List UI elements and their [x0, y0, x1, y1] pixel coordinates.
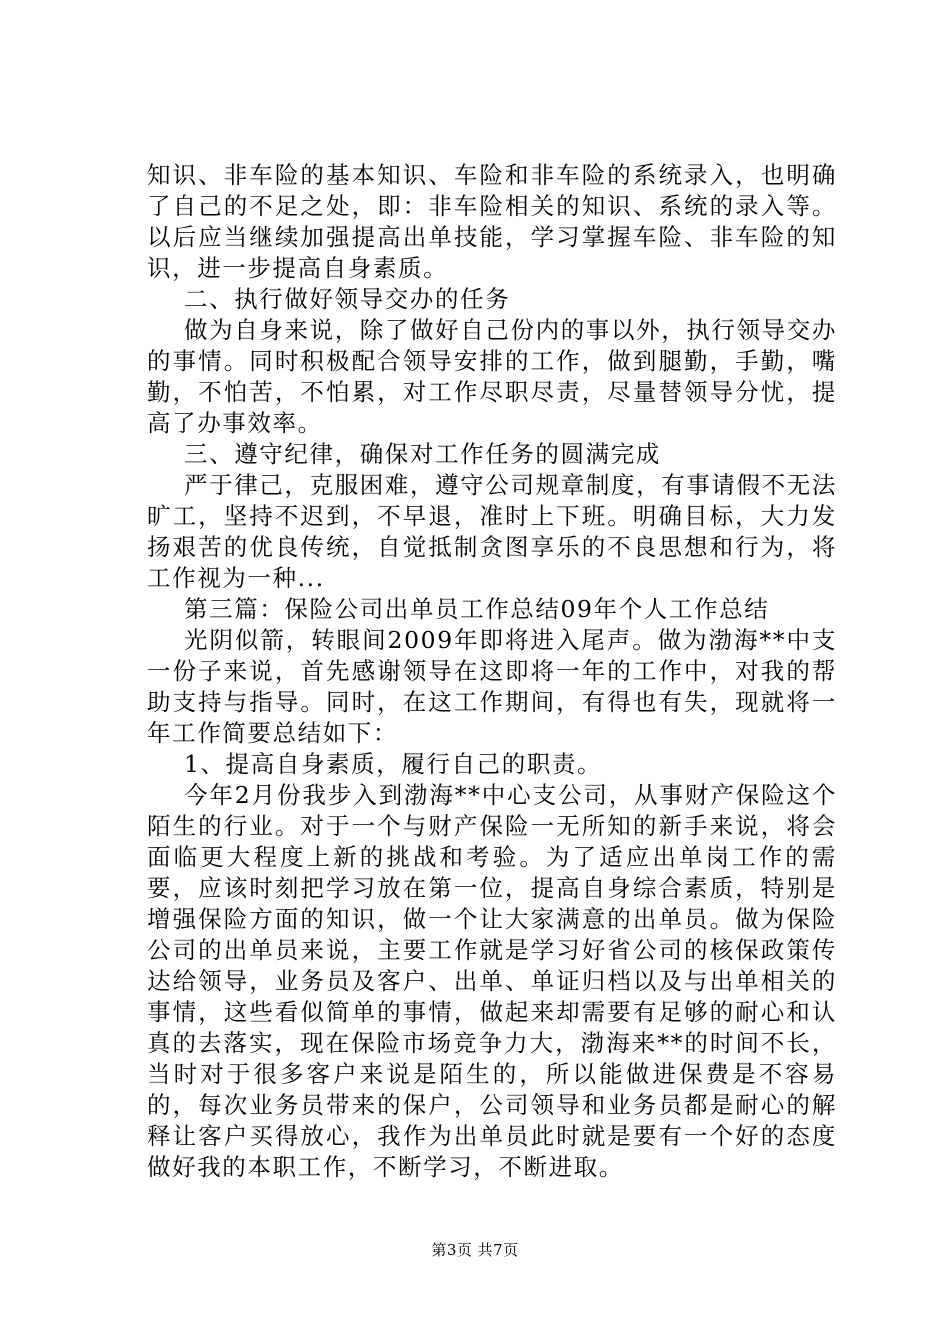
paragraph-9: 今年2月份我步入到渤海**中心支公司，从事财产保险这个陌生的行业。对于一个与财产保险一无所知的新手来说，将会面临更大程度上新的挑战和考验。为了适应出单岗工作的需要，应该时刻把学习放在第一位，提高自身综合素质，特别是增强保险方面的知识，做一个让大家满意的出单员。做为保险公司的出单员来说，主要工作就是学习好省公司的核保政策传达给领导，业务员及客户、出单、单证归档以及与出单相关的事情，这些看似简单的事情，做起来却需要有足够的耐心和认真的去落实，现在保险市场竞争力大，渤海来**的时间不长，当时对于很多客户来说是陌生的，所以能做进保费是不容易的，每次业务员带来的保户，公司领导和业务员都是耐心的解释让客户买得放心，我作为出单员此时就是要有一个好的态度做好我的本职工作，不断学习，不断进取。: [147, 781, 837, 1181]
page-footer: 第3页 共7页: [431, 1241, 519, 1259]
paragraph-5: 严于律己，克服困难，遵守公司规章制度，有事请假不无法旷工，坚持不迟到，不早退，准时上下班。明确目标，大力发扬艰苦的优良传统，自觉抵制贪图享乐的不良思想和行为，将工作视为一种...: [147, 471, 837, 592]
section-heading-4: 三、遵守纪律，确保对工作任务的圆满完成: [184, 440, 661, 468]
paragraph-1: 知识、非车险的基本知识、车险和非车险的系统录入，也明确了自己的不足之处，即：非车险相关的知识、系统的录入等。以后应当继续加强提高出单技能，学习掌握车险、非车险的知识，进一步提高自身素质。: [147, 161, 837, 282]
document-body: [147, 160, 837, 1183]
chapter-title: 第三篇：保险公司出单员工作总结09年个人工作总结: [184, 595, 770, 623]
paragraph-7: 光阴似箭，转眼间2009年即将进入尾声。做为渤海**中支一份子来说，首先感谢领导在这即将一年的工作中，对我的帮助支持与指导。同时，在这工作期间，有得也有失，现就将一年工作简要总结如下：: [147, 626, 837, 747]
sub-heading-8: 1、提高自身素质，履行自己的职责。: [184, 750, 603, 778]
section-heading-2: 二、执行做好领导交办的任务: [184, 285, 511, 313]
paragraph-3: 做为自身来说，除了做好自己份内的事以外，执行领导交办的事情。同时积极配合领导安排的工作，做到腿勤，手勤，嘴勤，不怕苦，不怕累，对工作尽职尽责，尽量替领导分忧，提高了办事效率。: [147, 316, 837, 437]
